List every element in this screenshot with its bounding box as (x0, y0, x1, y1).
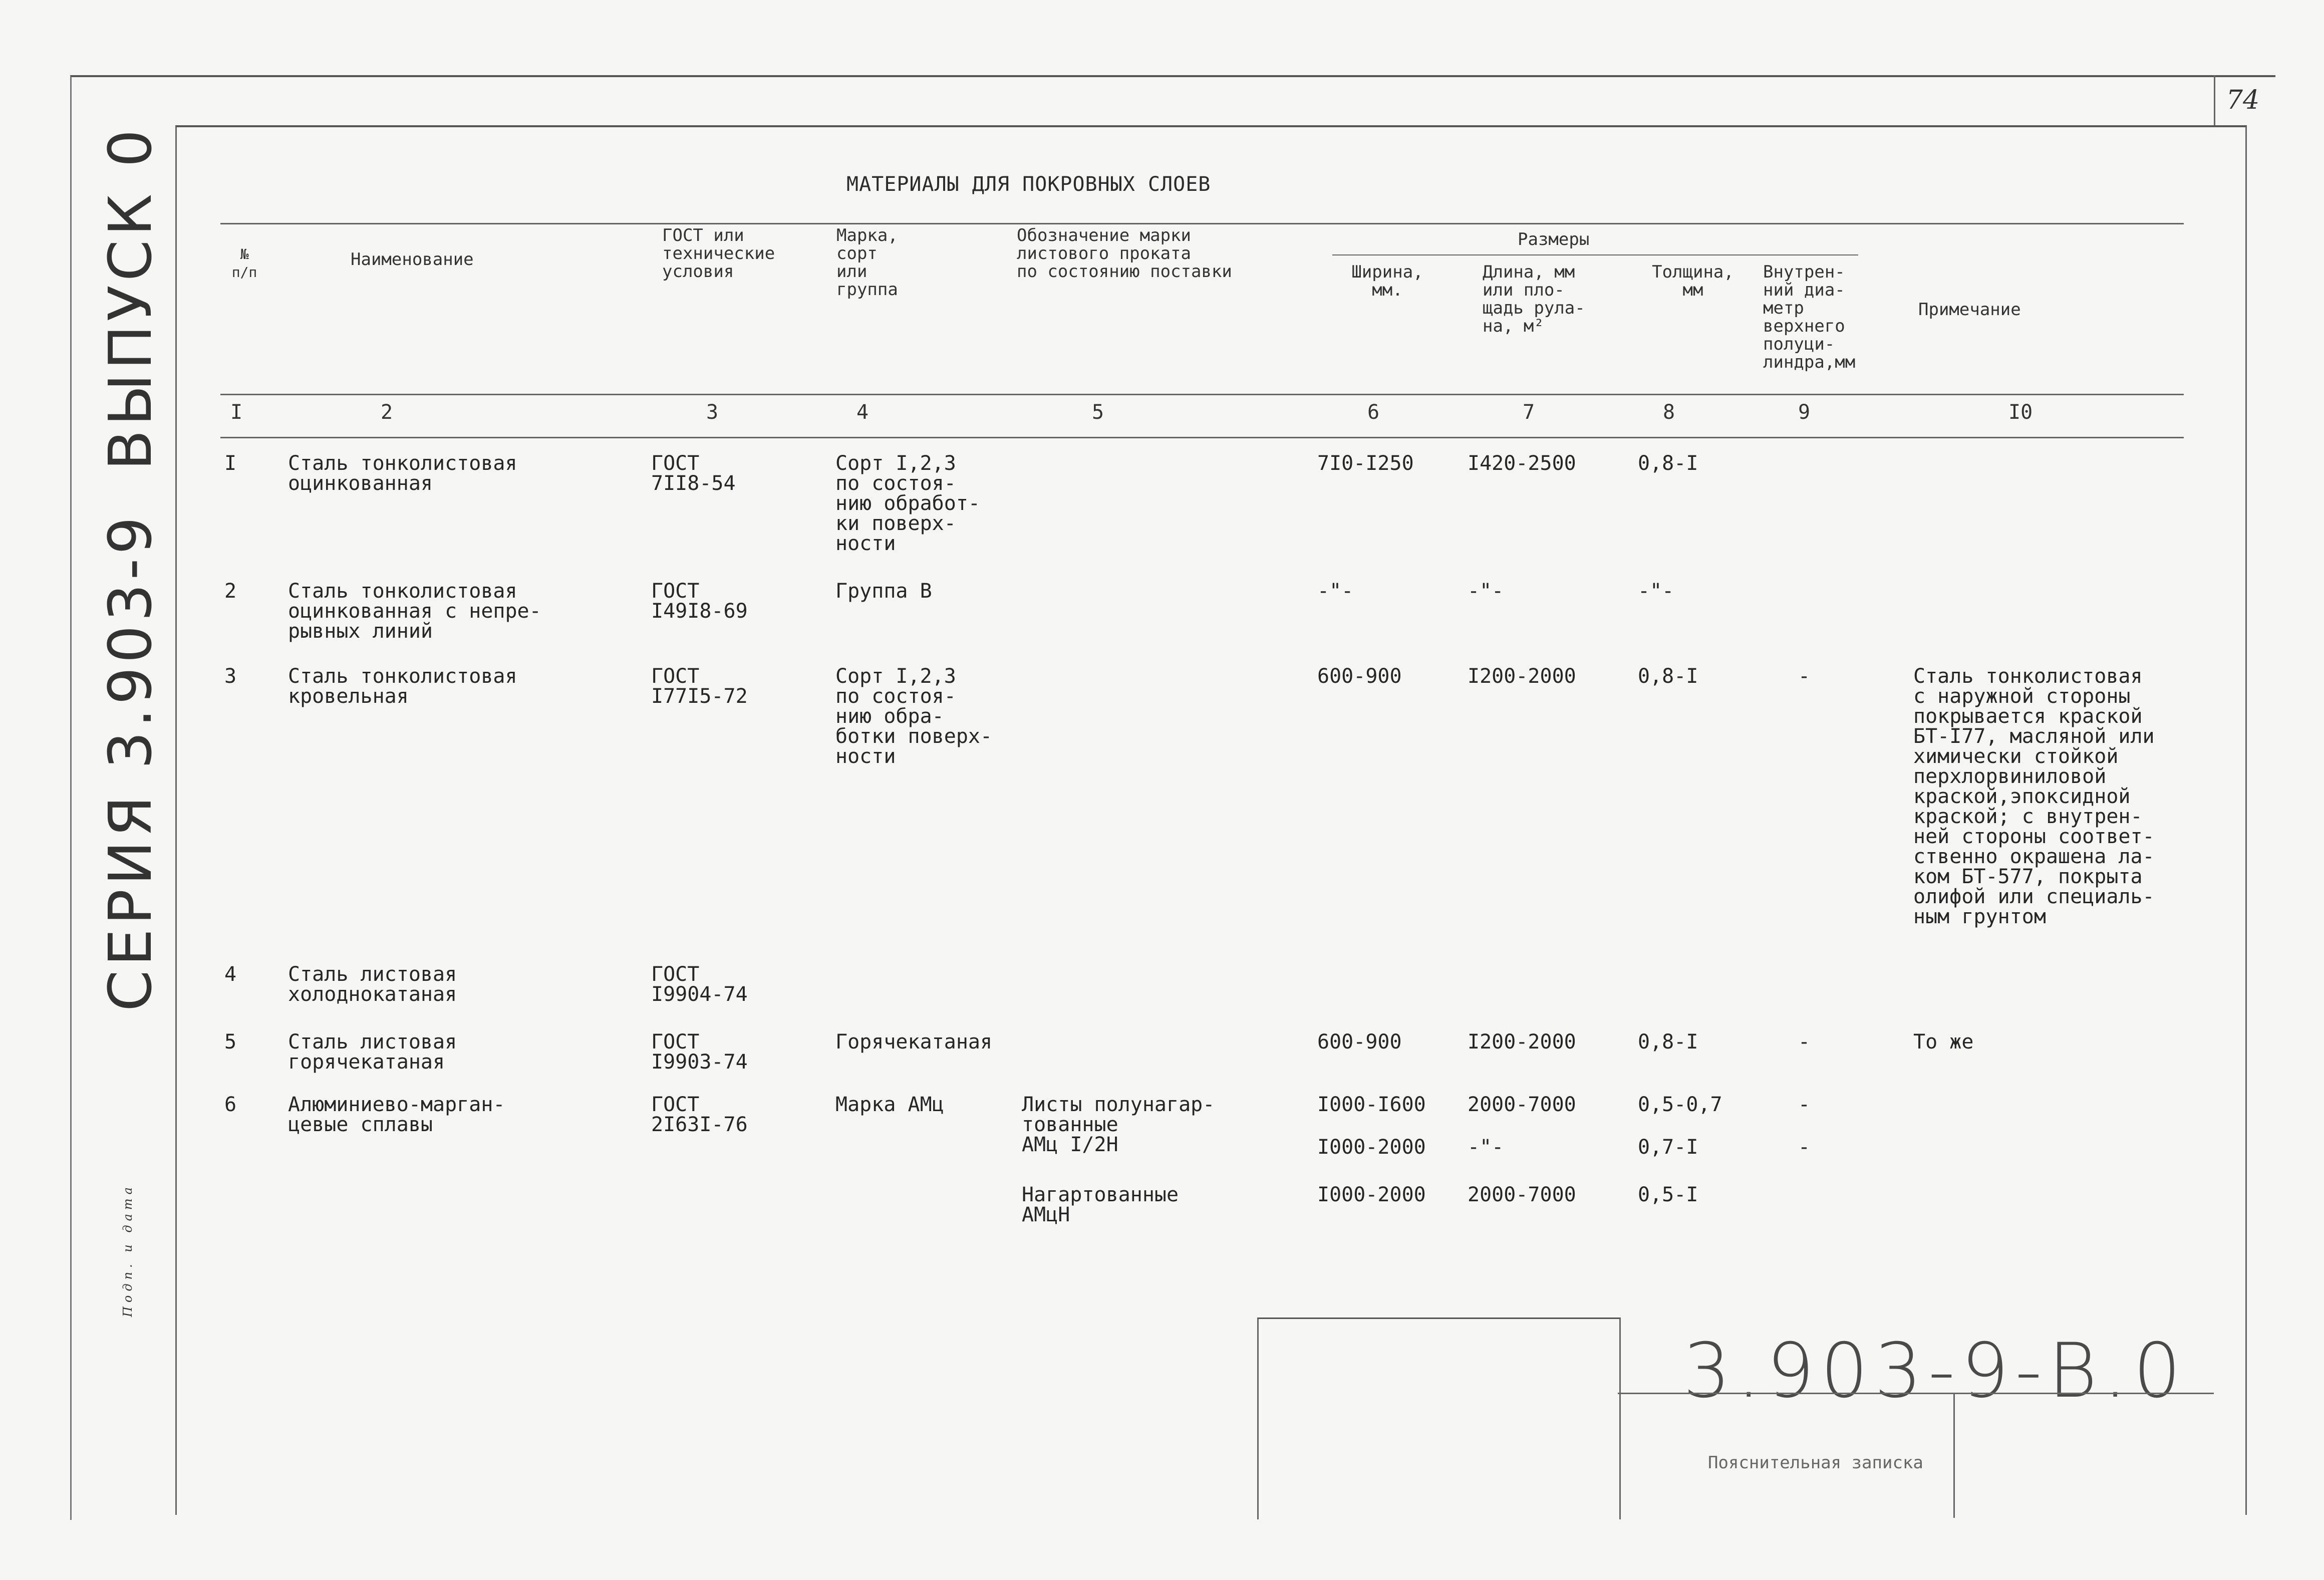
cell-diameter: - (1798, 665, 1811, 688)
cell-grade: Сорт I,2,3 по состоя- нию обра- ботки поверх- ности (835, 665, 993, 768)
cell-thickness: 0,8-I (1638, 665, 1698, 688)
header-diameter: Внутрен- ний диа- метр верхнего полуци- линдра,мм (1763, 262, 1856, 372)
cell-thickness: -"- (1638, 580, 1674, 603)
release-label: ВЫПУСК 0 (96, 125, 165, 470)
cell-thickness: 0,5-0,7 (1638, 1093, 1722, 1116)
header-designation: Обозначение марки листового проката по состоянию поставки (1017, 225, 1232, 282)
cell-width: I000-2000 (1317, 1136, 1426, 1159)
title-block-right (1953, 1393, 2215, 1518)
header-name: Наименование (351, 249, 474, 270)
colnum-bottom-rule (220, 437, 2184, 438)
cell-note: То же (1913, 1030, 1974, 1054)
cell-gost: ГОСТ 2I63I-76 (651, 1093, 748, 1136)
cell-diameter: - (1798, 1030, 1811, 1054)
cell-gost: ГОСТ I77I5-72 (651, 665, 748, 708)
header-num: № п/п (231, 246, 257, 281)
cell-name: Сталь тонколистовая оцинкованная (288, 452, 517, 495)
cell-gost: ГОСТ I9903-74 (651, 1030, 748, 1074)
cell-grade: Марка АМц (835, 1093, 944, 1116)
header-grade: Марка, сорт или группа (836, 225, 898, 300)
cell-name: Сталь листовая холоднокатаная (288, 963, 457, 1006)
column-number: 3 (706, 401, 719, 424)
cell-length: I200-2000 (1468, 1030, 1576, 1054)
cell-num: 3 (224, 665, 237, 688)
column-number: I0 (2008, 401, 2033, 424)
cell-name: Сталь тонколистовая кровельная (288, 665, 517, 708)
cell-designation: Листы полунагар- тованные АМц I/2Н (1022, 1093, 1215, 1156)
header-length: Длина, мм или пло- щадь рула- на, м² (1483, 262, 1585, 336)
signature-note: Подп. и дата (121, 1183, 135, 1317)
title-block (1257, 1318, 2214, 1518)
cell-diameter: - (1798, 1136, 1811, 1159)
cell-num: 2 (224, 580, 237, 603)
cell-note: Сталь тонколистовая с наружной стороны покрывается краской БТ-I77, масляной или химически стойкой перхлорвиниловой краской,эпоксидной краской; с внутрен- ней стороны соответ- ственно окрашена ла- ком БТ-577, покрыта олифой или специаль- ным грунтом (1913, 665, 2155, 928)
series-label: СЕРИЯ 3.903-9 (96, 512, 165, 1011)
document-subject: Пояснительная записка (1708, 1453, 1923, 1473)
cell-num: I (224, 452, 237, 475)
cell-thickness: 0,8-I (1638, 452, 1698, 475)
cell-num: 4 (224, 963, 237, 986)
cell-width: I000-2000 (1317, 1183, 1426, 1206)
header-width: Ширина, мм. (1351, 262, 1423, 300)
title-block-grid (1257, 1318, 1621, 1519)
cell-designation: Нагартованные АМцН (1022, 1183, 1179, 1226)
column-number: 4 (856, 401, 869, 424)
cell-width: 7I0-I250 (1317, 452, 1414, 475)
cell-width: 600-900 (1317, 665, 1402, 688)
sizes-rule (1332, 254, 1858, 255)
column-number: 5 (1092, 401, 1104, 424)
cell-grade: Сорт I,2,3 по состоя- нию обработ- ки поверх- ности (835, 452, 980, 555)
cell-num: 6 (224, 1093, 237, 1116)
header-thickness: Толщина, мм (1652, 262, 1734, 300)
cell-thickness: 0,5-I (1638, 1183, 1698, 1206)
column-number: 2 (381, 401, 393, 424)
document-code: 3.903-9-В.0 (1683, 1328, 2187, 1415)
header-sizes: Размеры (1518, 229, 1590, 249)
cell-name: Сталь тонколистовая оцинкованная с непре- рывных линий (288, 580, 541, 643)
cell-width: 600-900 (1317, 1030, 1402, 1054)
cell-diameter: - (1798, 1093, 1811, 1116)
cell-length: -"- (1468, 580, 1504, 603)
column-number: 6 (1367, 401, 1380, 424)
cell-length: -"- (1468, 1136, 1504, 1159)
cell-gost: ГОСТ I49I8-69 (651, 580, 748, 623)
column-number: 7 (1523, 401, 1535, 424)
table-top-rule (220, 223, 2184, 224)
cell-width: -"- (1317, 580, 1354, 603)
cell-gost: ГОСТ I9904-74 (651, 963, 748, 1006)
column-number: 9 (1798, 401, 1811, 424)
cell-name: Сталь листовая горячекатаная (288, 1030, 457, 1074)
column-number: 8 (1663, 401, 1675, 424)
cell-thickness: 0,8-I (1638, 1030, 1698, 1054)
cell-length: 2000-7000 (1468, 1183, 1576, 1206)
cell-thickness: 0,7-I (1638, 1136, 1698, 1159)
cell-gost: ГОСТ 7II8-54 (651, 452, 736, 495)
side-margin (95, 125, 165, 1528)
cell-width: I000-I600 (1317, 1093, 1426, 1116)
cell-num: 5 (224, 1030, 237, 1054)
cell-name: Алюминиево-марган- цевые сплавы (288, 1093, 505, 1136)
column-number: I (230, 401, 243, 424)
header-note: Примечание (1918, 300, 2021, 320)
cell-length: 2000-7000 (1468, 1093, 1576, 1116)
cell-length: I420-2500 (1468, 452, 1576, 475)
header-bottom-rule (220, 394, 2184, 395)
header-gost: ГОСТ или технические условия (662, 225, 775, 282)
cell-grade: Группа В (835, 580, 932, 603)
cell-length: I200-2000 (1468, 665, 1576, 688)
document-title: МАТЕРИАЛЫ ДЛЯ ПОКРОВНЫХ СЛОЕВ (846, 173, 1211, 196)
page-number: 74 (2214, 75, 2270, 125)
cell-grade: Горячекатаная (835, 1030, 993, 1054)
